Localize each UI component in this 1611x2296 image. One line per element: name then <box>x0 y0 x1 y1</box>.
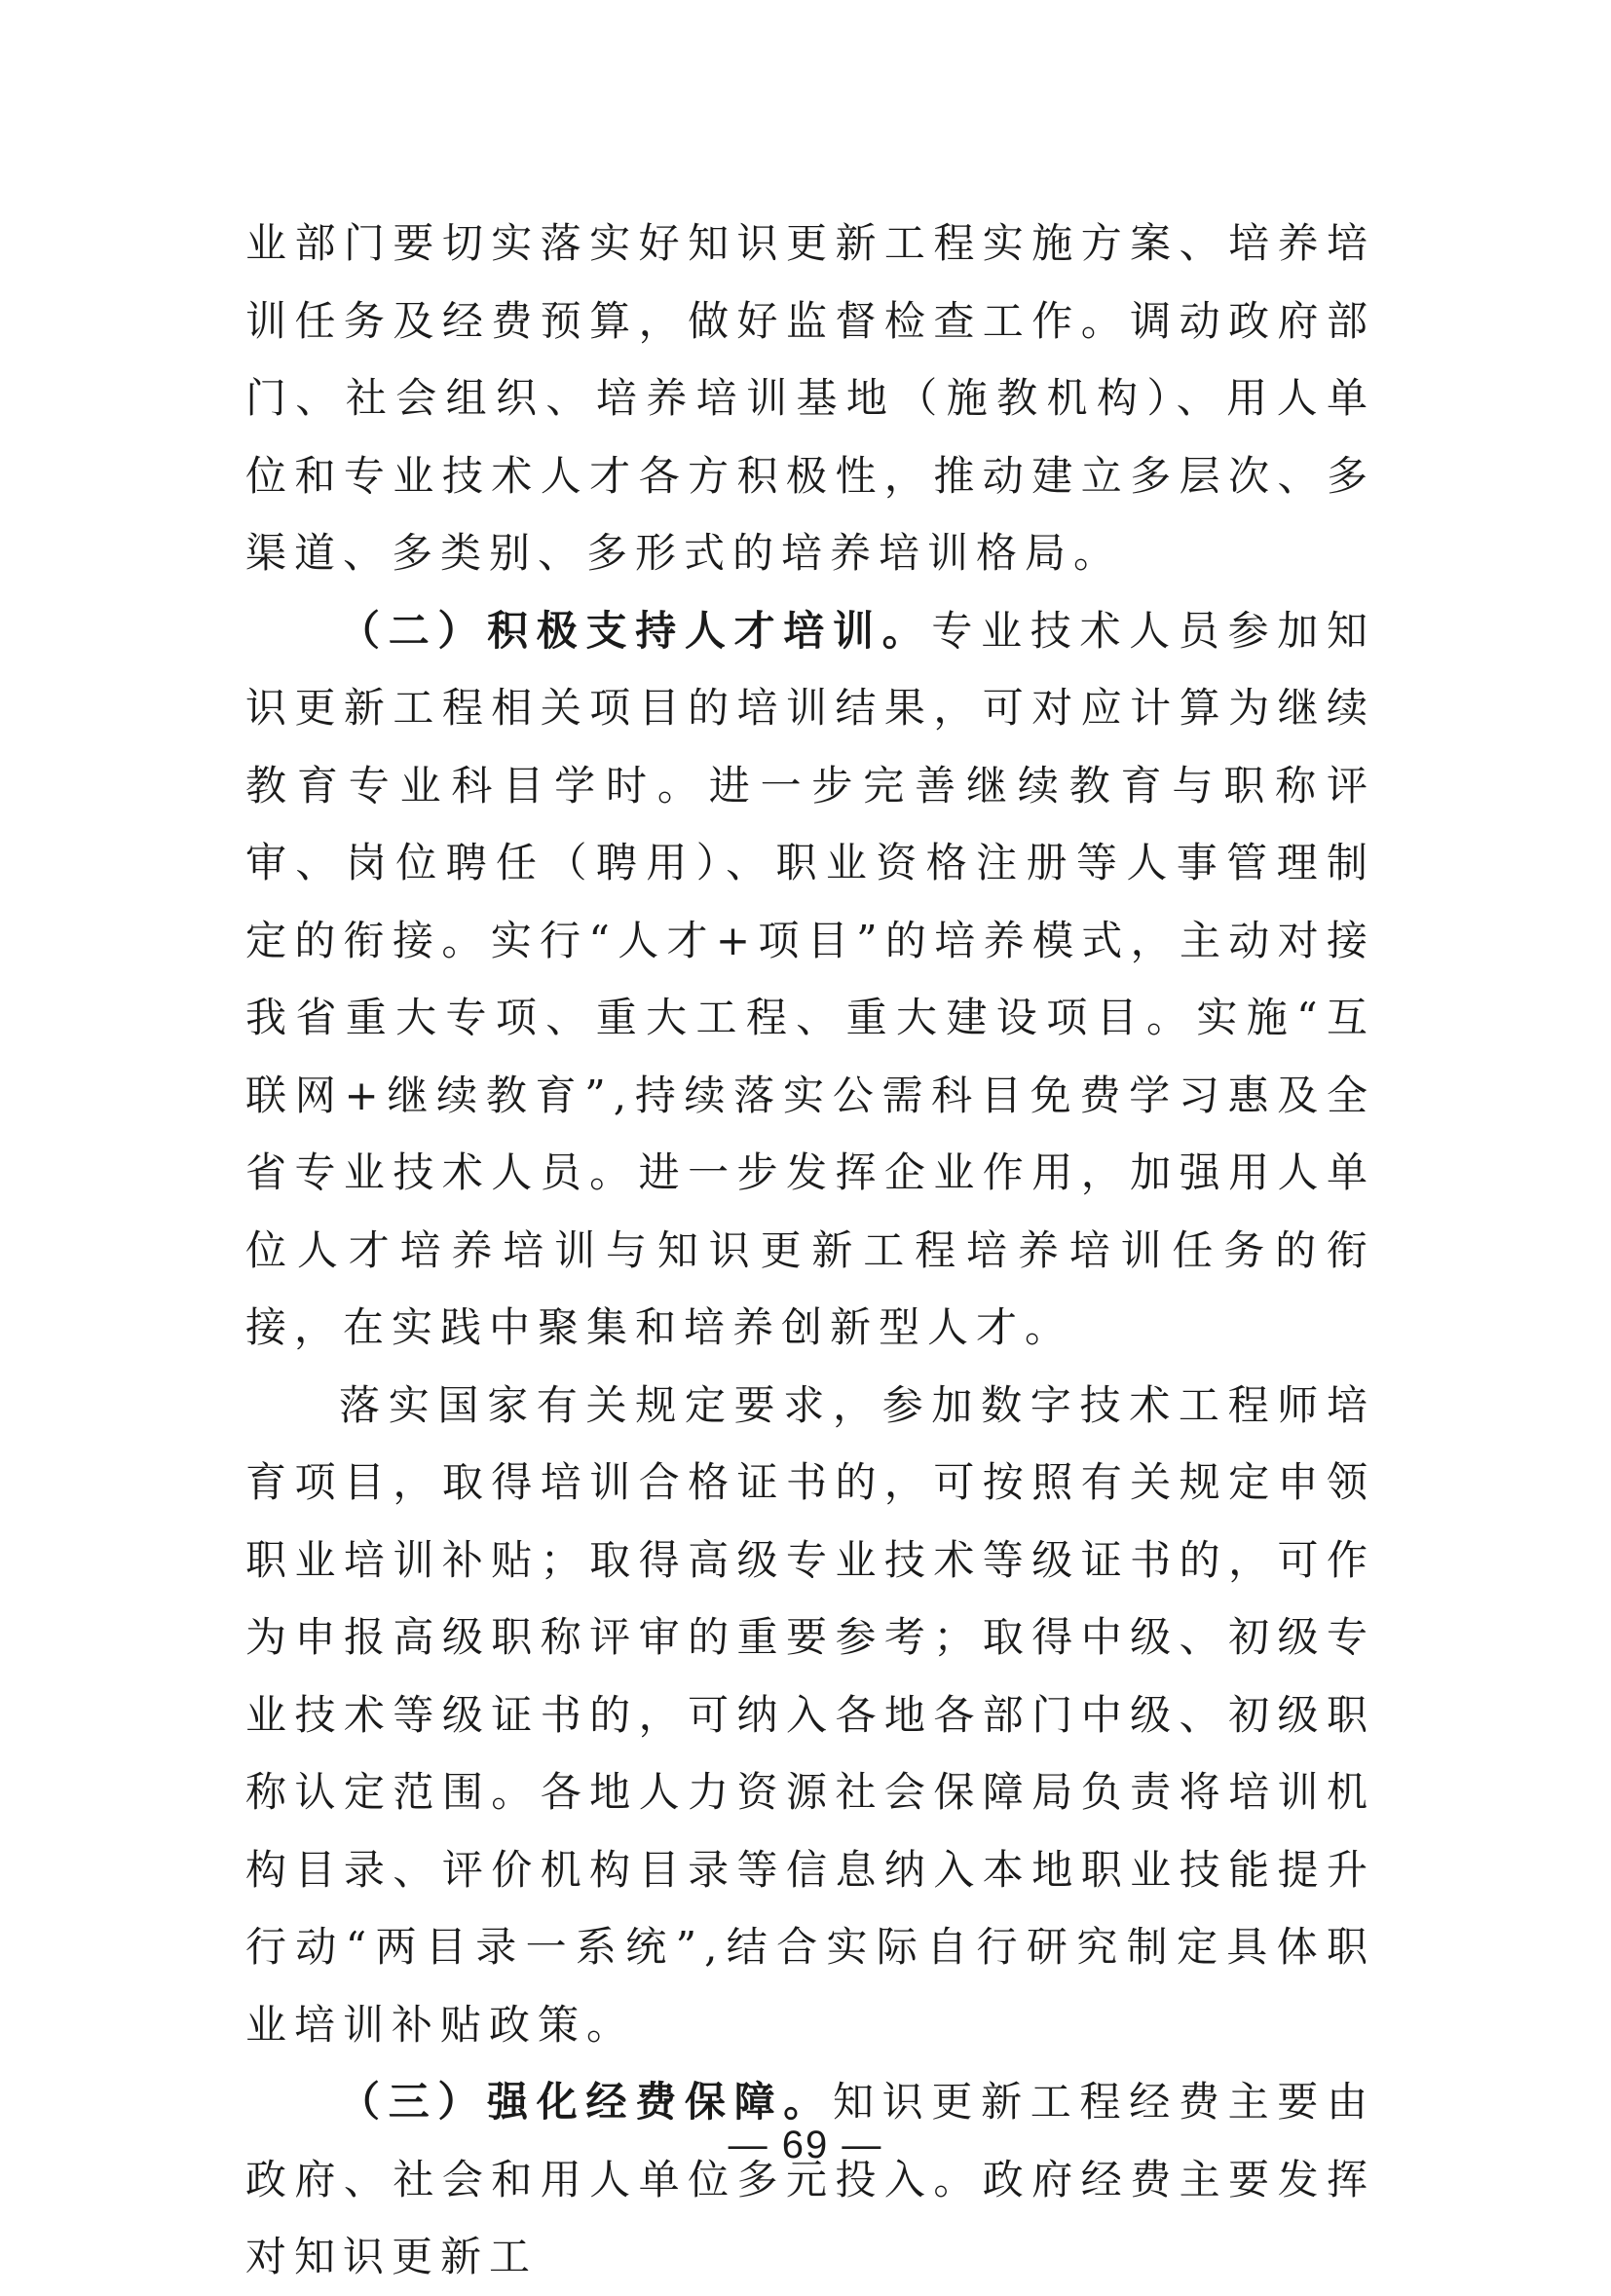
paragraph-continued <box>245 205 1375 592</box>
paragraph-talent-training <box>245 592 1375 1367</box>
paragraph-text: 知识更新工程经费主要由政府、社会和用人单位多元投入。政府经费主要发挥对知识更新工 <box>245 2078 1375 2280</box>
section-heading: （二）积极支持人才培训。 <box>339 606 932 655</box>
paragraph-text: 落实国家有关规定要求，参加数字技术工程师培育项目，取得培训合格证书的，可按照有关规定申领职业培训补贴；取得高级专业技术等级证书的，可作为申报高级职称评审的重要参考；取得中级、初级专业技术等级证书的，可纳入各地各部门中级、初级职称认定范围。各地人力资源社会保障局负责将培训机构目录、评价机构目录等信息纳入本地职业技能提升行动“两目录一系统”,结合实际自行研究制定具体职业培训补贴政策。 <box>245 1380 1375 2049</box>
paragraph-text: 专业技术人员参加知识更新工程相关项目的培训结果，可对应计算为继续教育专业科目学时。进一步完善继续教育与职称评审、岗位聘任（聘用）、职业资格注册等人事管理制定的衔接。实行“人才+项目”的培养模式，主动对接我省重大专项、重大工程、重大建设项目。实施“互联网+继续教育”,持续落实公需科目免费学习惠及全省专业技术人员。进一步发挥企业作用，加强用人单位人才培养培训与知识更新工程培养培训任务的衔接，在实践中聚集和培养创新型人才。 <box>245 606 1375 1351</box>
paragraph-funding <box>245 2063 1375 2296</box>
section-heading: （三）强化经费保障。 <box>339 2078 833 2126</box>
page-number: — 69 — <box>728 2124 883 2166</box>
document-body <box>245 205 1375 2296</box>
paragraph-text: 业部门要切实落实好知识更新工程实施方案、培养培训任务及经费预算，做好监督检查工作。调动政府部门、社会组织、培养培训基地（施教机构）、用人单位和专业技术人才各方积极性，推动建立多层次、多渠道、多类别、多形式的培养培训格局。 <box>245 219 1375 577</box>
paragraph-subsidy <box>245 1367 1375 2064</box>
